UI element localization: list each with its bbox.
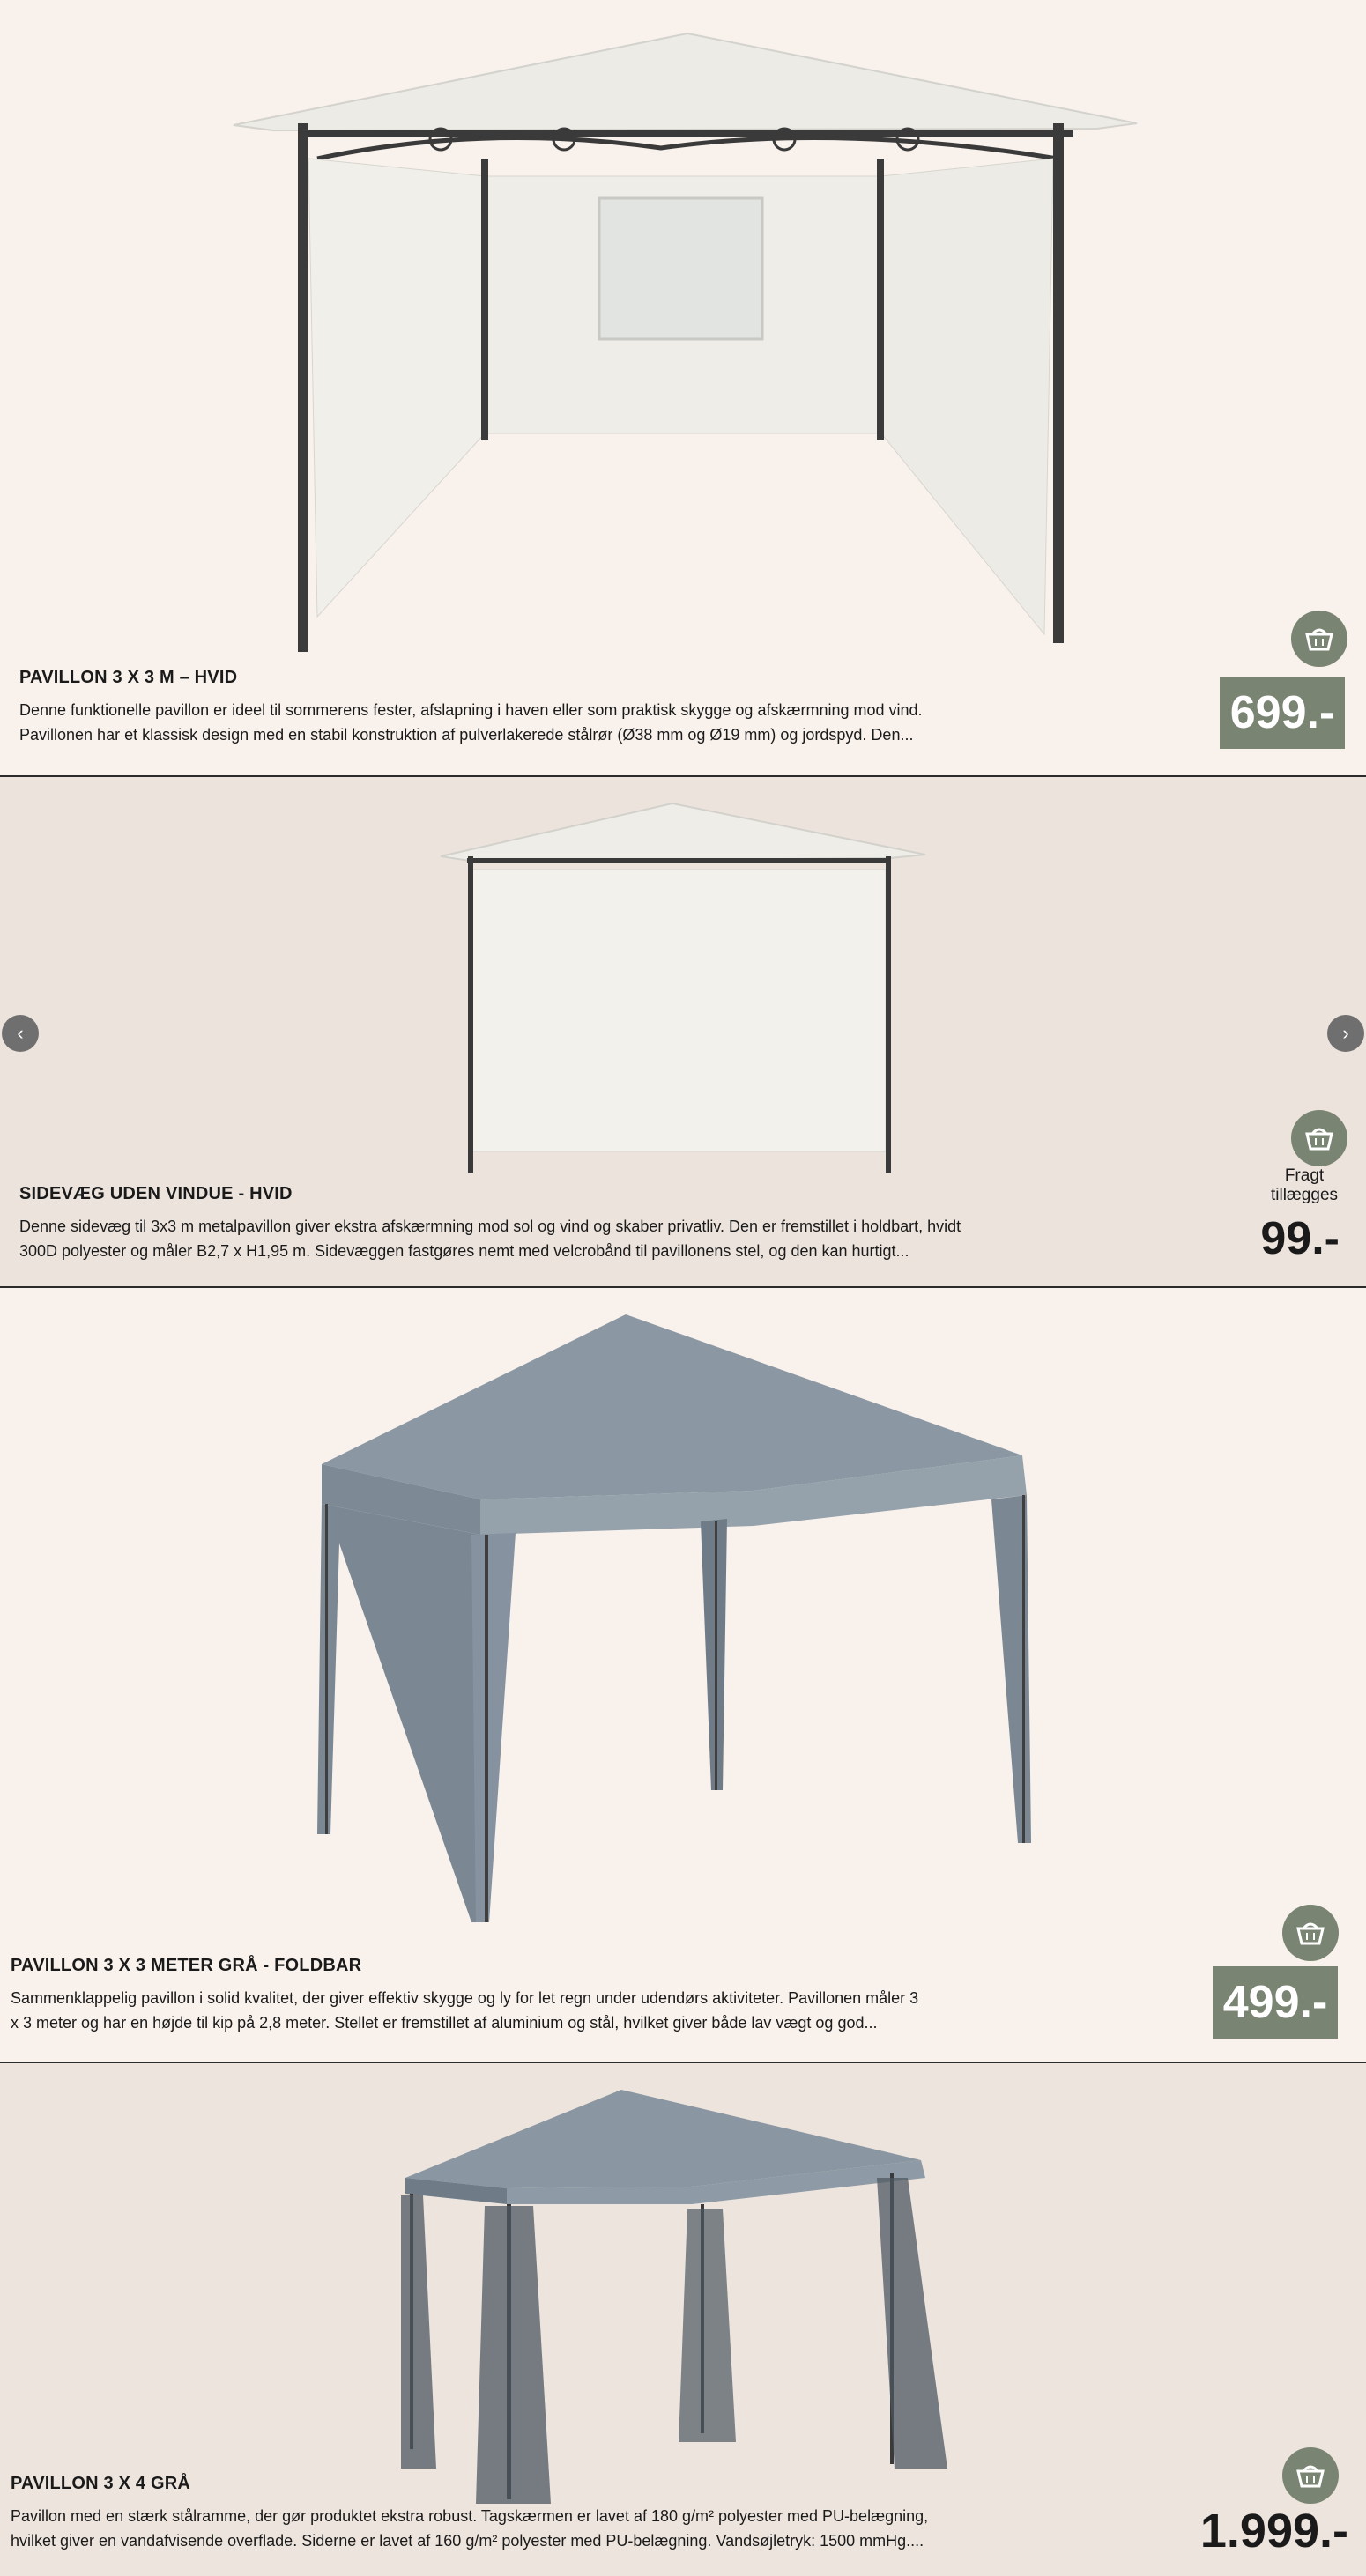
price-tag: 1.999.- <box>1199 2505 1348 2557</box>
add-to-basket-button[interactable] <box>1282 2447 1339 2504</box>
product-image-folding-gazebo[interactable] <box>313 1314 1036 1931</box>
product-description-line1: Denne sidevæg til 3x3 m metalpavillon giver ekstra afskærmning mod sol og vind og skaber privatliv. Den er fremstillet i holdbart, hvidt <box>19 1218 961 1235</box>
chevron-left-icon: ‹ <box>17 1022 24 1044</box>
product-description-line2: hvilket giver en vandafvisende overflade. Siderne er lavet af 160 g/m² polyester med PU-belægning. Vandsøjletryk: 1500 mmHg.... <box>11 2532 924 2550</box>
freight-note-line1: Fragt <box>1284 1166 1325 1185</box>
basket-icon <box>1295 2462 1325 2489</box>
basket-icon <box>1295 1920 1325 1946</box>
freight-note-line2: tillægges <box>1270 1186 1339 1204</box>
carousel-next-button[interactable] <box>1327 1015 1364 1052</box>
product-description-line1: Pavillon med en stærk stålramme, der gør produktet ekstra robust. Tagskærmen er lavet af 180 g/m² polyester med PU-belægning, <box>11 2507 929 2525</box>
add-to-basket-button[interactable] <box>1291 1110 1347 1166</box>
product-title[interactable]: PAVILLON 3 X 4 GRÅ <box>11 2474 191 2493</box>
chevron-right-icon: › <box>1342 1022 1349 1044</box>
product-description-line1: Denne funktionelle pavillon er ideel til sommerens fester, afslapning i haven eller som praktisk skygge og afskærmning mod vind. <box>19 701 923 719</box>
price-tag: 499.- <box>1213 1966 1338 2039</box>
product-image-side-wall[interactable] <box>436 803 930 1173</box>
product-card-pavillon-3x3-hvid[interactable] <box>0 0 1366 775</box>
product-description-line1: Sammenklappelig pavillon i solid kvalitet, der giver effektiv skygge og ly for let regn under udendørs aktiviteter. Pavillonen måler 3 <box>11 1989 919 2007</box>
product-title[interactable]: PAVILLON 3 X 3 METER GRÅ - FOLDBAR <box>11 1956 362 1975</box>
product-title[interactable]: SIDEVÆG UDEN VINDUE - HVID <box>19 1184 293 1203</box>
price-tag: 699.- <box>1220 677 1345 749</box>
carousel-prev-button[interactable] <box>2 1015 39 1052</box>
freight-note <box>1251 1166 1357 1205</box>
add-to-basket-button[interactable] <box>1291 611 1347 667</box>
product-card-sidevaeg[interactable] <box>0 777 1366 1286</box>
product-description-line2: 300D polyester og måler B2,7 x H1,95 m. Sidevæggen fastgøres nemt med velcrobånd til pavillonens stel, og den kan hurtigt... <box>19 1242 909 1260</box>
price-tag: 99.- <box>1260 1213 1340 1264</box>
basket-icon <box>1304 1125 1334 1151</box>
basket-icon <box>1304 625 1334 652</box>
product-image-gazebo-with-nets[interactable] <box>401 2090 956 2513</box>
product-card-pavillon-3x3-graa-foldbar[interactable] <box>0 1288 1366 2062</box>
product-description-line2: x 3 meter og har en højde til kip på 2,8 meter. Stellet er fremstillet af aluminium og stål, hvilket giver både lav vægt og god... <box>11 2014 878 2032</box>
product-card-pavillon-3x4-graa[interactable] <box>0 2063 1366 2576</box>
product-image-pavillon-white[interactable] <box>220 26 1146 652</box>
add-to-basket-button[interactable] <box>1282 1905 1339 1961</box>
product-description-line2: Pavillonen har et klassisk design med en stabil konstruktion af pulverlakerede stålrør (Ø38 mm og Ø19 mm) og jordspyd. Den... <box>19 726 914 744</box>
product-title[interactable]: PAVILLON 3 X 3 M – HVID <box>19 668 238 687</box>
